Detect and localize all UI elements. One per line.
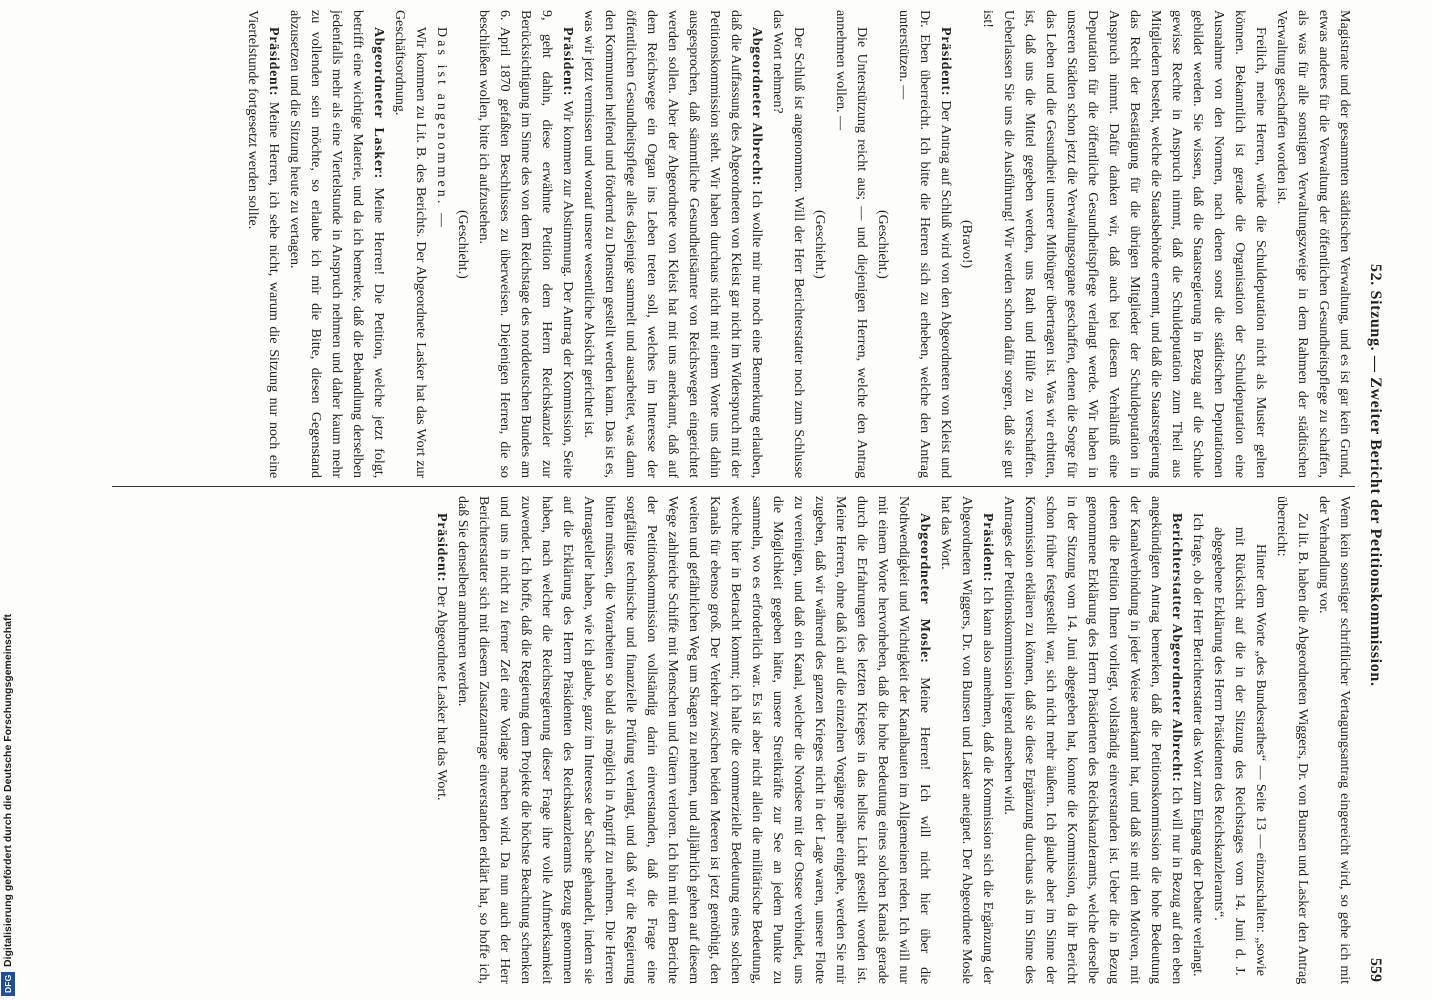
paragraph: Zu lit. B. haben die Abgeordneten Wiggers, Dr. von Bunsen und Lasker den Antrag überreicht: (1274, 496, 1310, 984)
speech-text: Der Antrag auf Schluß wird von den Abgeordneten von Kleist und Dr. Eben überreicht. Ich bitte die Herren sich zu erheben, welche den Antrag unterstützen. — (896, 10, 953, 478)
speech-text: Wir kommen zur Abstimmung. Der Antrag der Kommission, Seite 9, geht dahin, diese erwähnte Petition dem Herrn Reichskanzler zur Berücksichtigung im Sinne des von dem Reichstage des norddeutschen Bundes am 6. April 1870 gefaßten Beschlusses zu überweisen. Diejenigen Herren, die so beschließen wollen, bitte ich aufzustehen. (476, 10, 575, 478)
paragraph: Wenn kein sonstiger schriftlicher Vertagungsantrag eingereicht wird, so gehe ich mit der Verhandlung vor. (1316, 496, 1352, 984)
paragraph: Magistrate und der gesammten städtischen Verwaltung, und es ist gar kein Grund, etwas anderes für die Verwaltung der öffentlichen Gesundheitspflege zu schaffen, als was für alle sonstigen Verwaltungszweige in dem Rahmen der städtischen Verwaltung geschaffen worden ist. (1274, 10, 1352, 478)
speaker-name: Abgeordneter Lasker: (371, 26, 386, 179)
speaker-name: Präsident: (980, 512, 995, 583)
column-left (110, 10, 1355, 478)
speaker-name: Präsident: (938, 26, 953, 97)
speaker-name: Präsident: (266, 26, 281, 97)
speaker-name: Präsident: (434, 512, 449, 583)
speech-text: Meine Herren, ich sehe nicht, warum die Sitzung nur noch eine Viertelstunde fortgesetzt werden sollte. (245, 10, 281, 478)
page-number: 559 (1367, 958, 1384, 982)
speech-text: Meine Herren! Die Petition, welche jetzt folgt, betrifft eine wichtige Materie, und da ich bemerke, daß die Behandlung derselben jedenfalls mehr als eine Viertelstunde in Anspruch nehmen und daher kaum mehr zu vollenden sein möchte, so erlaube ich mir die Bitte, diesen Gegenstand abzusetzen und die Sitzung heute zu vertagen. (287, 10, 386, 478)
stage-direction: (Geschieht.) (455, 209, 470, 279)
speech-text: Ich kann also annehmen, daß die Kommission sich die Ergänzung der Abgeordneten Wiggers, Dr. von Bunsen und Lasker aneignet. Der Abgeordnete Mosle hat das Wort. (938, 496, 995, 984)
header-title: 52. Sitzung. — Zweiter Bericht der Petitionskommission. (1367, 263, 1384, 687)
dfg-logo: DFG (1, 972, 15, 996)
speech-text: Ich wollte mir nur noch eine Bemerkung erlauben, daß die Auffassung des Abgeordneten von Kleist gar nicht im Widerspruch mit der Petitionskommission steht. Wir haben durchaus nicht mit einem Worte uns dahin ausgesprochen, daß sämmtliche Gesundheitsämter von Reichswegen eingerichtet werden sollen. Aber der Abgeordnete von Kleist hat mit uns anerkannt, daß auf dem Reichswege ein Organ ins Leben treten soll, welches im Interesse der öffentlichen Gesundheitspflege alles dasjenige sammelt und ausarbeitet, was dann den Kommunen helfend und fördernd zu Diensten gestellt werden kann. Das ist es, was wir jetzt vermissen und worauf unsere wesentliche Absicht gerichtet ist. (581, 10, 764, 478)
quoted-amendment: Hinter dem Worte „des Bundesrathes“ — Seite 13 — einzuschalten: „sowie mit Rücksicht auf die in der Sitzung des Reichstages vom 14. Juni d. J. abgegebene Erklärung des Herrn Präsidenten des Reichskanzleramts“. (1211, 526, 1268, 976)
speech-text: Ich will nur in Bezug auf den eben angekündigten Antrag bemerken, daß die Petitionskommission die hohe Bedeutung der Kanalverbindung in jeder Weise anerkannt hat, und daß sie mit den Motiven, mit denen die Petition Ihnen vorliegt, vollständig einverstanden ist. Ueber die in Bezug genommene Erklärung des Herrn Präsidenten des Reichskanzleramts, welche derselbe in der Sitzung vom 14. Juni abgegeben hat, konnte die Kommission, da ihr Bericht schon früher festgestellt war, sich nicht mehr äußern. Ich glaube aber im Sinne der Kommission erklären zu können, daß sie diese Ergänzung durchaus als im Sinne des Antrages der Petitionskommission liegend ansehen wird. (1001, 496, 1184, 984)
speech-text: Der Abgeordnete Lasker hat das Wort. (434, 585, 449, 801)
speaker-name: Abgeordneter Albrecht: (749, 26, 764, 186)
paragraph: Ich frage, ob der Herr Berichterstatter das Wort zum Eingang der Debatte verlangt. (1190, 512, 1205, 977)
speaker-name: Berichterstatter Abgeordneter Albrecht: (1169, 512, 1184, 783)
speech-paragraph (935, 496, 998, 984)
column-divider (112, 486, 1355, 487)
speaker-name: Abgeordneter Mosle: (917, 512, 932, 664)
speech-paragraph (578, 10, 767, 478)
speech-paragraph (473, 10, 578, 478)
dfg-credit-text: Digitalisierung gefördert durch die Deutsche Forschungsgemeinschaft (2, 613, 14, 967)
paragraph: Freilich, meine Herren, würde die Schuldeputation nicht als Muster gelten können. Bekanntlich ist gerade die Organisation der Schuldeputation eine Ausnahme von den Normen, nach denen sonst die städtischen Deputationen gebildet werden. Sie wissen, daß die Staatsregierung in Bezug auf die Schule gewisse Rechte in Anspruch nimmt, daß die Schuldeputation zum Theil aus Mitgliedern besteht, welche die Staatsbehörde ernennt, und daß die Staatsregierung das Recht der Bestätigung für die übrigen Mitglieder der Schuldeputation in Anspruch nimmt. Dafür danken wir, daß auch bei diesem Verhältniß eine Deputation für die öffentliche Gesundheitspflege verlangt werde. Wir haben in unseren Städten schon jetzt die Verwaltungsorgane geschaffen, denen die Sorge für das Leben und die Gesundheit unserer Mitbürger übertragen ist. Was wir erbitten, ist, daß uns die Mittel gegeben werden, uns Rath und Hülfe zu verschaffen. Ueberlassen Sie uns die Ausführung! Wir werden schon dafür sorgen, daß sie gut ist! (980, 10, 1268, 478)
running-header (1362, 10, 1388, 940)
speaker-name: Präsident: (560, 26, 575, 97)
stage-direction: (Geschieht.) (875, 209, 890, 279)
speech-paragraph (452, 496, 935, 984)
stage-direction: (Bravo!) (959, 219, 974, 269)
speech-paragraph (893, 10, 956, 478)
speech-paragraph (284, 10, 389, 478)
paragraph: Die Unterstützung reicht aus; — und diejenigen Herren, welche den Antrag annehmen wollen. — (833, 10, 869, 478)
speech-paragraph (998, 496, 1187, 984)
dfg-credit (0, 590, 16, 996)
stage-direction: (Geschieht.) (812, 209, 827, 279)
speech-text: Meine Herren! Ich will nicht hier über die Nothwendigkeit und Wichtigkeit der Kanalbauten im Allgemeinen reden. Ich will nur mit einem Worte hervorheben, daß die hohe Bedeutung eines solchen Kanals gerade durch die Erfahrungen des letzten Krieges in das hellste Licht gestellt worden ist. Meine Herren, ohne daß ich auf die einzelnen Vorgänge näher eingehe, werden Sie mir zugeben, daß wir während des ganzen Krieges nicht in der Lage waren, unsere Flotte zu vereinigen, und daß ein Kanal, welcher die Nordsee mit der Ostsee verbindet, uns die Möglichkeit gegeben hätte, unsere Streitkräfte zur See an jedem Punkte zu sammeln, wo es erforderlich war. Es ist aber nicht allein die militärische Bedeutung, welche hier in Betracht kommt; ich halte die commerzielle Bedeutung eines solchen Kanals für ebenso groß. Der Verkehr zwischen beiden Meeren ist jetzt genöthigt, den weiten und gefährlichen Weg um Skagen zu nehmen, und alljährlich gehen auf diesem Wege zahlreiche Schiffe mit Menschen und Gütern verloren. Ich bin mit dem Berichte der Petitionskommission vollständig darin einverstanden, daß die Frage eine sorgfältige technische und finanzielle Prüfung verlangt, und daß wir die Regierung bitten müssen, die Vorarbeiten so bald als möglich in Angriff zu nehmen. Die Herren Antragsteller haben, wie ich glaube, ganz im Interesse der Sache gehandelt, indem sie auf die Erklärung des Herrn Präsidenten des Reichskanzleramts Bezug genommen haben, nach welcher die Reichsregierung dieser Frage ihre volle Aufmerksamkeit zuwendet. Ich hoffe, daß die Regierung dem Projekte die höchste Beachtung schenken und uns in nicht zu ferner Zeit eine Vorlage machen wird. Da nun auch der Herr Berichterstatter sich mit diesem Zusatzantrage einverstanden erklärt hat, so hoffe ich, daß Sie denselben annehmen werden. (455, 496, 932, 984)
paragraph: Der Schluß ist angenommen. Will der Herr Berichterstatter noch zum Schlusse das Wort nehmen? (770, 10, 806, 478)
paragraph: Das ist angenommen. — (434, 26, 449, 230)
speech-paragraph (242, 10, 284, 478)
paragraph: Wir kommen zu Lit. B. des Berichts. Der Abgeordnete Lasker hat das Wort zur Geschäftsordnung. (392, 10, 428, 478)
column-right (110, 496, 1355, 984)
speech-paragraph (431, 496, 452, 984)
